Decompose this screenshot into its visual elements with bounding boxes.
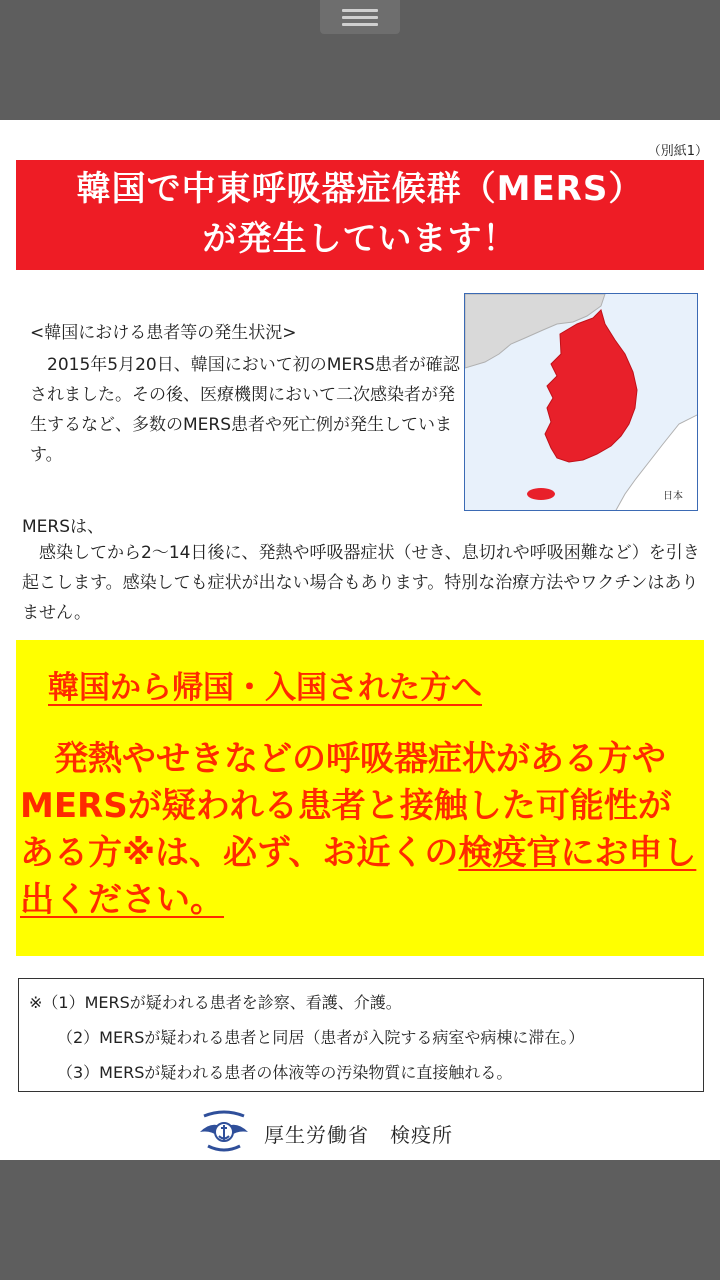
status-body: 2015年5月20日、韓国において初のMERS患者が確認されました。その後、医療機関において二次感染者が発生するなど、多数のMERS患者や死亡例が発生しています。: [30, 355, 460, 465]
map-graphic: [465, 294, 698, 511]
japan-region: [615, 414, 698, 511]
menu-icon-bar: [342, 23, 378, 26]
footnote-box: [18, 978, 704, 1092]
footnote-line-1: ※（1）MERSが疑われる患者を診察、看護、介護。: [29, 993, 402, 1012]
notice-body: [20, 736, 700, 924]
attachment-label: （別紙1）: [647, 144, 708, 159]
jeju-island: [527, 488, 555, 500]
mers-heading: MERSは、: [22, 517, 105, 537]
title-banner: [16, 160, 704, 270]
menu-icon-bar: [342, 9, 378, 12]
south-korea-region: [545, 310, 637, 462]
menu-handle-button[interactable]: [320, 0, 400, 34]
footnote-line-2: （2）MERSが疑われる患者と同居（患者が入院する病室や病棟に滞在。）: [57, 1028, 585, 1047]
organization-name: 厚生労働省 検疫所: [264, 1122, 453, 1147]
status-heading: <韓国における患者等の発生状況>: [30, 323, 297, 343]
title-line-2: が発生しています！: [202, 219, 518, 259]
mers-body: 感染してから2～14日後に、発熱や呼吸器症状（せき、息切れや呼吸困難など）を引き起こします。感染しても症状が出ない場合もあります。特別な治療方法やワクチンはありません。: [22, 543, 700, 623]
korea-map: [464, 293, 698, 511]
title-line-1: 韓国で中東呼吸器症候群（MERS）: [76, 169, 644, 209]
top-bar: [0, 0, 720, 120]
footnote-line-3: （3）MERSが疑われる患者の体液等の汚染物質に直接触れる。: [57, 1063, 513, 1082]
quarantine-emblem-icon: [196, 1110, 252, 1156]
menu-icon-bar: [342, 16, 378, 19]
notice-body-text: 発熱やせきなどの呼吸器症状がある方やMERSが疑われる患者と接触した可能性がある方※は、必ず、お近くの: [20, 739, 672, 873]
notice-heading: 韓国から帰国・入国された方へ: [48, 670, 482, 706]
organization-footer: [196, 1110, 453, 1156]
notice-body-underlined: 検疫官にお申し出ください。: [20, 833, 697, 920]
document-page[interactable]: [0, 120, 720, 1160]
notice-box: [16, 640, 704, 956]
map-label-japan: 日本: [663, 491, 683, 502]
bottom-bar: [0, 1160, 720, 1280]
